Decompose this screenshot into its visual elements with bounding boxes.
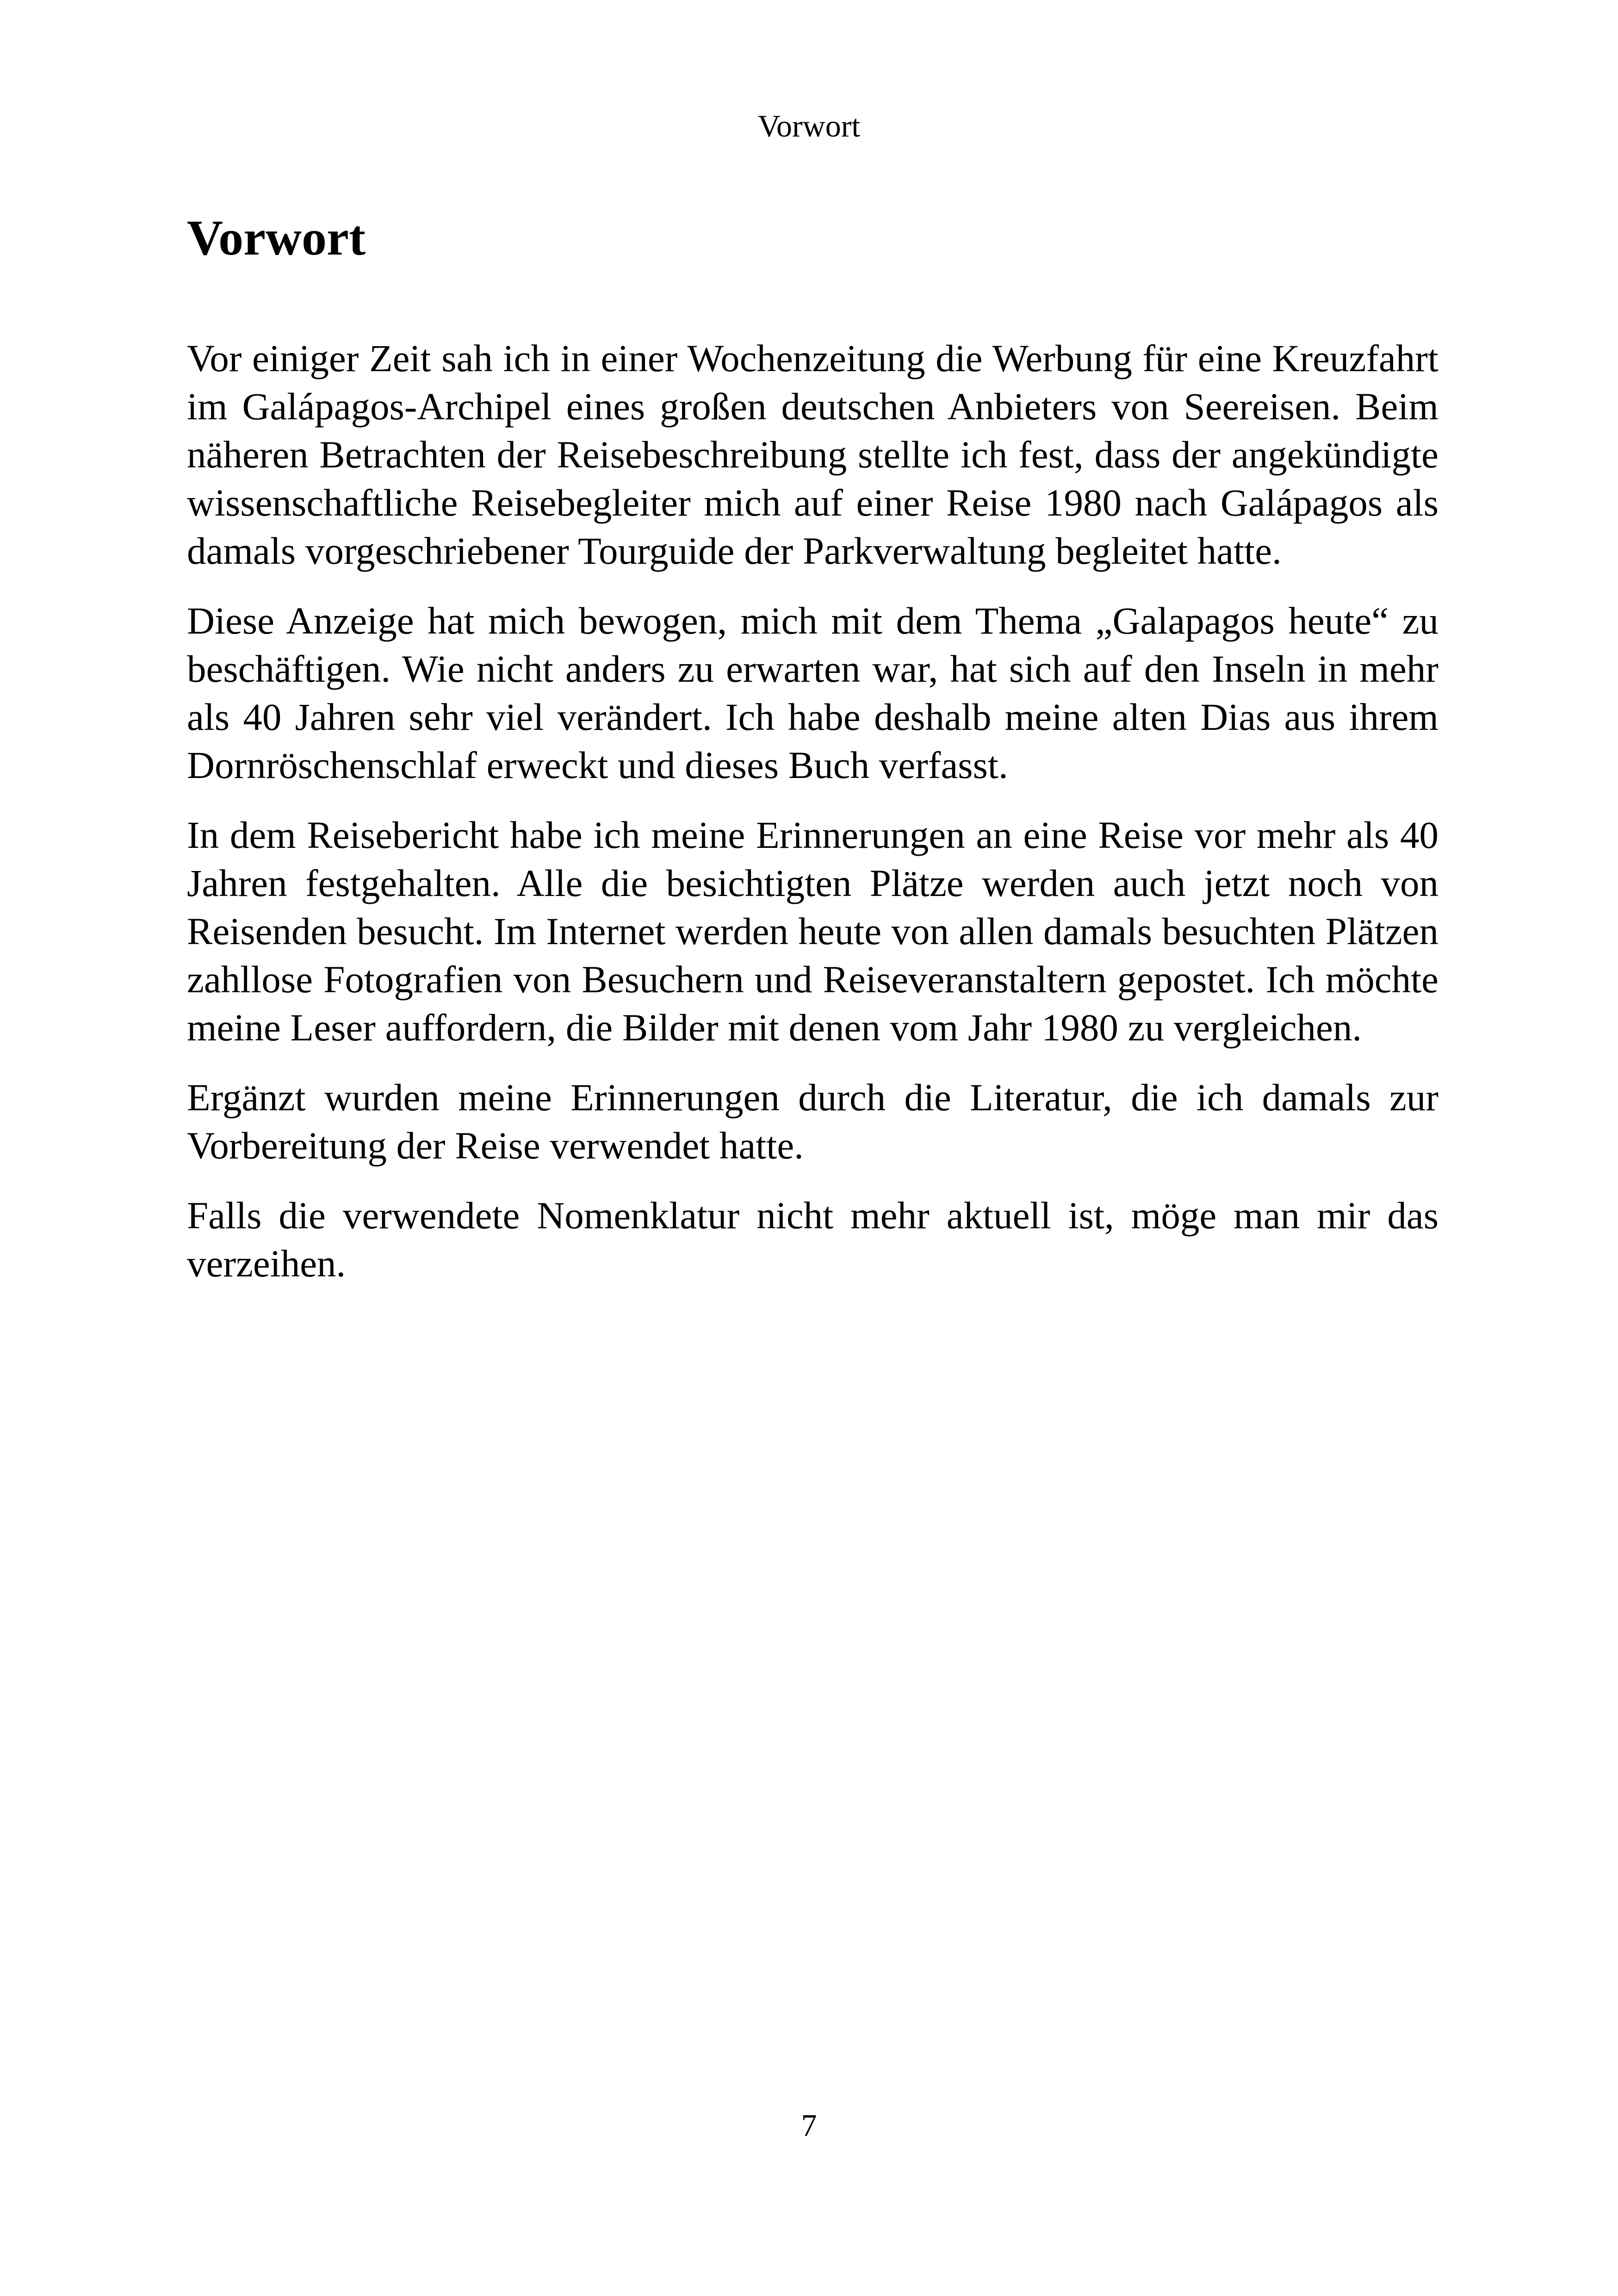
paragraph: Falls die verwendete Nomenklatur nicht mehr aktuell ist, möge man mir das verzeihen. [187, 1194, 1438, 1285]
paragraph: Vor einiger Zeit sah ich in einer Wochenzeitung die Werbung für eine Kreuzfahrt im Galápagos-Archipel eines großen deutschen Anbieters von Seereisen. Beim näheren Betrachten der Reisebeschreibung stellte ich fest, dass der angekündigte wissenschaftliche Reisebegleiter mich auf einer Reise 1980 nach Galápagos als damals vorgeschriebener Tourguide der Parkverwaltung begleitet hatte. [187, 337, 1438, 572]
running-header: Vorwort [757, 108, 861, 143]
body-text [187, 334, 1438, 1309]
chapter-title: Vorwort [187, 211, 366, 266]
page-number: 7 [801, 2108, 817, 2143]
paragraph: In dem Reisebericht habe ich meine Erinnerungen an eine Reise vor mehr als 40 Jahren festgehalten. Alle die besichtigten Plätze werden auch jetzt noch von Reisenden besucht. Im Internet werden heute von allen damals besuchten Plätzen zahllose Fotografien von Besuchern und Reiseveranstaltern gepostet. Ich möchte meine Leser auffordern, die Bilder mit denen vom Jahr 1980 zu vergleichen. [187, 814, 1438, 1049]
paragraph: Diese Anzeige hat mich bewogen, mich mit dem Thema „Galapagos heute“ zu beschäftigen. Wie nicht anders zu erwarten war, hat sich auf den Inseln in mehr als 40 Jahren sehr viel verändert. Ich habe deshalb meine alten Dias aus ihrem Dornröschenschlaf erweckt und dieses Buch verfasst. [187, 599, 1438, 786]
paragraph: Ergänzt wurden meine Erinnerungen durch die Literatur, die ich damals zur Vorbereitung der Reise verwendet hatte. [187, 1076, 1438, 1167]
